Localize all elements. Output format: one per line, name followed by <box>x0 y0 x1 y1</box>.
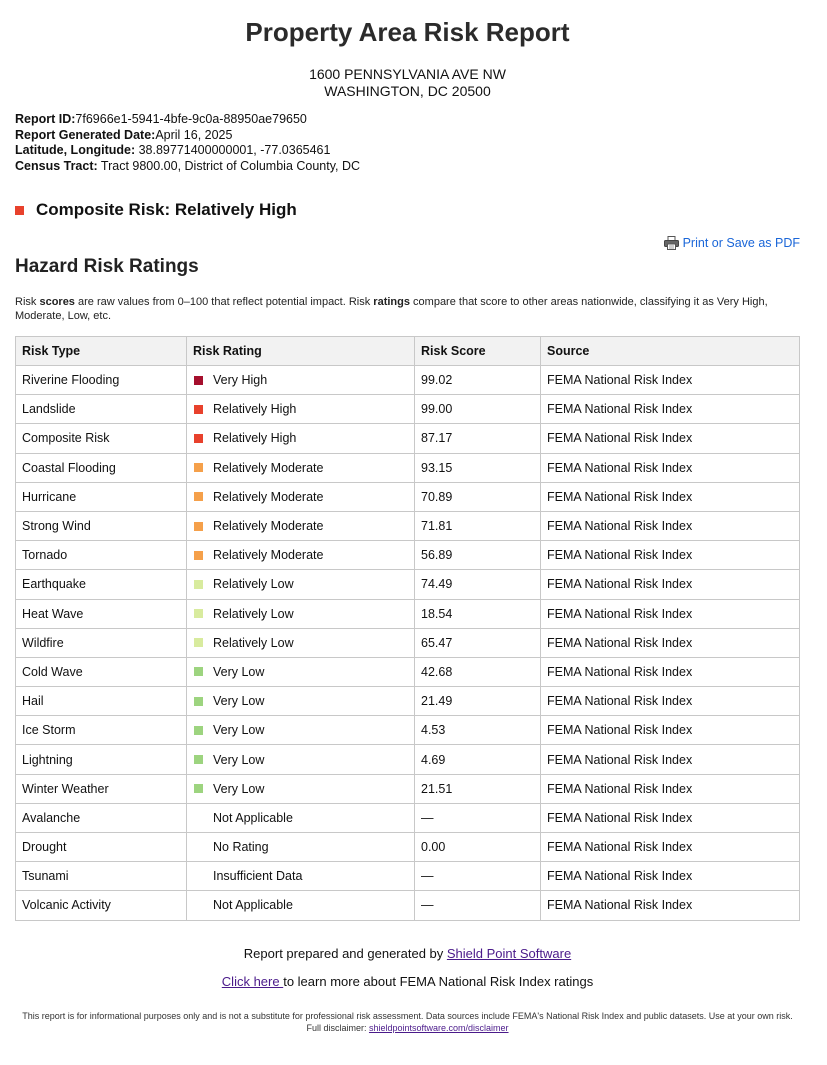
risk-rating-cell <box>187 862 415 891</box>
rating-label: Relatively High <box>213 402 297 417</box>
risk-rating-cell <box>187 774 415 803</box>
risk-score-cell: 65.47 <box>415 628 541 657</box>
risk-score-cell: — <box>415 862 541 891</box>
printer-icon <box>664 236 679 250</box>
table-row <box>16 570 800 599</box>
table-row <box>16 541 800 570</box>
print-label: Print or Save as PDF <box>682 236 800 250</box>
source-cell: FEMA National Risk Index <box>541 745 800 774</box>
rating-color-swatch <box>194 522 203 531</box>
header-risk-rating: Risk Rating <box>187 337 415 366</box>
rating-label: Very Low <box>213 664 265 679</box>
rating-color-swatch <box>194 376 203 385</box>
rating-color-swatch <box>194 551 203 560</box>
table-row <box>16 891 800 920</box>
risk-rating-wrap <box>193 811 408 825</box>
latlon-row <box>15 143 360 159</box>
rating-color-swatch <box>194 813 203 822</box>
rating-label: Relatively Low <box>213 635 294 650</box>
source-cell: FEMA National Risk Index <box>541 891 800 920</box>
source-cell: FEMA National Risk Index <box>541 657 800 686</box>
report-date-value: April 16, 2025 <box>155 127 233 142</box>
risk-rating-cell <box>187 628 415 657</box>
header-source: Source <box>541 337 800 366</box>
table-row <box>16 453 800 482</box>
rating-color-swatch <box>194 726 203 735</box>
risk-rating-wrap <box>193 548 408 562</box>
risk-rating-wrap <box>193 753 408 767</box>
disclaimer-link[interactable]: shieldpointsoftware.com/disclaimer <box>368 1023 509 1033</box>
source-cell: FEMA National Risk Index <box>541 482 800 511</box>
rating-label: Relatively Moderate <box>213 489 324 504</box>
risk-type-cell: Cold Wave <box>16 657 187 686</box>
risk-type-cell: Strong Wind <box>16 511 187 540</box>
risk-rating-wrap <box>193 577 408 591</box>
risk-score-cell: 18.54 <box>415 599 541 628</box>
risk-type-cell: Coastal Flooding <box>16 453 187 482</box>
source-cell: FEMA National Risk Index <box>541 628 800 657</box>
rating-label: Very Low <box>213 752 265 767</box>
desc-part-1: Risk <box>15 296 40 308</box>
risk-table <box>15 336 800 921</box>
risk-table-body <box>16 366 800 921</box>
source-cell: FEMA National Risk Index <box>541 453 800 482</box>
header-risk-score: Risk Score <box>415 337 541 366</box>
report-id-value: 7f6966e1-5941-4bfe-9c0a-88950ae79650 <box>75 112 307 126</box>
risk-rating-cell <box>187 541 415 570</box>
desc-bold-scores: scores <box>39 296 75 308</box>
risk-rating-cell <box>187 570 415 599</box>
disclaimer <box>15 1010 800 1034</box>
desc-bold-ratings: ratings <box>373 296 410 308</box>
risk-rating-cell <box>187 745 415 774</box>
risk-rating-cell <box>187 833 415 862</box>
risk-rating-wrap <box>193 402 408 416</box>
desc-part-2: are raw values from 0–100 that reflect potential impact. Risk <box>74 296 374 308</box>
risk-rating-wrap <box>193 665 408 679</box>
risk-rating-wrap <box>193 840 408 854</box>
rating-color-swatch <box>194 784 203 793</box>
risk-rating-wrap <box>193 723 408 737</box>
rating-label: Relatively High <box>213 431 297 446</box>
risk-type-cell: Drought <box>16 833 187 862</box>
rating-color-swatch <box>194 667 203 676</box>
rating-label: Insufficient Data <box>213 869 303 884</box>
risk-rating-cell <box>187 395 415 424</box>
risk-rating-wrap <box>193 782 408 796</box>
composite-risk-heading <box>15 200 297 220</box>
risk-rating-cell <box>187 424 415 453</box>
risk-rating-cell <box>187 453 415 482</box>
composite-risk-label: Composite Risk: Relatively High <box>36 200 297 219</box>
risk-type-cell: Lightning <box>16 745 187 774</box>
rating-label: Relatively Moderate <box>213 460 324 475</box>
rating-label: Relatively Low <box>213 577 294 592</box>
composite-risk-swatch <box>15 206 24 215</box>
prepared-text: Report prepared and generated by <box>243 946 447 961</box>
table-row <box>16 833 800 862</box>
risk-type-cell: Hurricane <box>16 482 187 511</box>
rating-color-swatch <box>194 638 203 647</box>
source-cell: FEMA National Risk Index <box>541 862 800 891</box>
rating-label: Very Low <box>213 694 265 709</box>
latlon-label: Latitude, Longitude: <box>15 143 136 157</box>
risk-type-cell: Earthquake <box>16 570 187 599</box>
risk-score-cell: 4.53 <box>415 716 541 745</box>
report-date-label: Report Generated Date: <box>15 127 156 142</box>
rating-label: Not Applicable <box>213 898 293 913</box>
rating-label: Relatively Moderate <box>213 548 324 563</box>
property-address <box>0 66 815 100</box>
table-row <box>16 424 800 453</box>
report-title: Property Area Risk Report <box>245 17 570 47</box>
address-line-1: 1600 PENNSYLVANIA AVE NW <box>309 66 506 82</box>
prepared-by <box>0 946 815 961</box>
table-row <box>16 395 800 424</box>
latlon-value: 38.89771400000001, -77.0365461 <box>135 143 331 157</box>
risk-rating-wrap <box>193 461 408 475</box>
rating-color-swatch <box>194 434 203 443</box>
rating-label: Very High <box>213 373 268 388</box>
risk-score-cell: 21.51 <box>415 774 541 803</box>
risk-rating-cell <box>187 687 415 716</box>
print-save-pdf-link[interactable] <box>664 236 800 250</box>
table-row <box>16 716 800 745</box>
source-cell: FEMA National Risk Index <box>541 395 800 424</box>
report-id-label: Report ID: <box>15 112 76 126</box>
table-row <box>16 862 800 891</box>
report-id-row <box>15 112 360 128</box>
risk-score-cell: — <box>415 891 541 920</box>
risk-rating-wrap <box>193 431 408 445</box>
risk-score-cell: 99.00 <box>415 395 541 424</box>
risk-score-cell: 4.69 <box>415 745 541 774</box>
address-line-2: WASHINGTON, DC 20500 <box>324 83 491 99</box>
table-row <box>16 687 800 716</box>
risk-score-cell: 56.89 <box>415 541 541 570</box>
risk-score-cell: 42.68 <box>415 657 541 686</box>
rating-label: No Rating <box>213 840 269 855</box>
risk-score-cell: 71.81 <box>415 511 541 540</box>
table-header-row <box>16 337 800 366</box>
risk-score-cell: 87.17 <box>415 424 541 453</box>
risk-rating-cell <box>187 657 415 686</box>
rating-label: Relatively Low <box>213 606 294 621</box>
section-title: Hazard Risk Ratings <box>15 256 199 277</box>
shield-point-link[interactable]: Shield Point Software <box>446 946 572 961</box>
source-cell: FEMA National Risk Index <box>541 716 800 745</box>
risk-rating-wrap <box>193 636 408 650</box>
risk-type-cell: Heat Wave <box>16 599 187 628</box>
rating-color-swatch <box>194 901 203 910</box>
risk-rating-wrap <box>193 373 408 387</box>
risk-rating-cell <box>187 482 415 511</box>
risk-rating-wrap <box>193 607 408 621</box>
risk-rating-wrap <box>193 869 408 883</box>
risk-rating-wrap <box>193 694 408 708</box>
source-cell: FEMA National Risk Index <box>541 570 800 599</box>
risk-rating-cell <box>187 511 415 540</box>
rating-color-swatch <box>194 843 203 852</box>
risk-type-cell: Landslide <box>16 395 187 424</box>
rating-color-swatch <box>194 405 203 414</box>
ratings-description <box>15 295 785 323</box>
click-here-link[interactable]: Click here <box>221 974 284 989</box>
risk-type-cell: Wildfire <box>16 628 187 657</box>
header-risk-type: Risk Type <box>16 337 187 366</box>
table-row <box>16 511 800 540</box>
risk-rating-cell <box>187 366 415 395</box>
risk-type-cell: Winter Weather <box>16 774 187 803</box>
risk-score-cell: 93.15 <box>415 453 541 482</box>
report-meta <box>15 112 360 174</box>
risk-score-cell: 0.00 <box>415 833 541 862</box>
learn-more <box>0 974 815 989</box>
risk-type-cell: Ice Storm <box>16 716 187 745</box>
risk-rating-cell <box>187 803 415 832</box>
risk-type-cell: Tornado <box>16 541 187 570</box>
risk-rating-wrap <box>193 898 408 912</box>
risk-rating-cell <box>187 599 415 628</box>
risk-type-cell: Volcanic Activity <box>16 891 187 920</box>
risk-score-cell: — <box>415 803 541 832</box>
table-row <box>16 657 800 686</box>
risk-type-cell: Avalanche <box>16 803 187 832</box>
table-row <box>16 366 800 395</box>
risk-score-cell: 74.49 <box>415 570 541 599</box>
table-row <box>16 774 800 803</box>
rating-label: Very Low <box>213 781 265 796</box>
rating-color-swatch <box>194 492 203 501</box>
census-tract-label: Census Tract: <box>15 158 98 173</box>
source-cell: FEMA National Risk Index <box>541 541 800 570</box>
rating-label: Not Applicable <box>213 810 293 825</box>
risk-score-cell: 70.89 <box>415 482 541 511</box>
source-cell: FEMA National Risk Index <box>541 774 800 803</box>
risk-type-cell: Riverine Flooding <box>16 366 187 395</box>
census-tract-value: Tract 9800.00, District of Columbia County, DC <box>97 158 361 173</box>
rating-color-swatch <box>194 872 203 881</box>
source-cell: FEMA National Risk Index <box>541 803 800 832</box>
rating-color-swatch <box>194 609 203 618</box>
desc-part-3: compare that score to other areas nationwide, classifying it as Very High, Moderate, Low, etc. <box>15 296 768 322</box>
rating-label: Relatively Moderate <box>213 519 324 534</box>
table-row <box>16 628 800 657</box>
table-row <box>16 482 800 511</box>
rating-color-swatch <box>194 697 203 706</box>
risk-rating-cell <box>187 716 415 745</box>
source-cell: FEMA National Risk Index <box>541 833 800 862</box>
rating-label: Very Low <box>213 723 265 738</box>
risk-type-cell: Hail <box>16 687 187 716</box>
rating-color-swatch <box>194 463 203 472</box>
risk-score-cell: 21.49 <box>415 687 541 716</box>
disclaimer-text: This report is for informational purposes only and is not a substitute for professional risk assessment. Data sources include FEMA's National Risk Index and public datasets. Use at your own risk. Full disclaimer: <box>22 1011 793 1033</box>
table-row <box>16 803 800 832</box>
risk-type-cell: Composite Risk <box>16 424 187 453</box>
risk-rating-wrap <box>193 490 408 504</box>
source-cell: FEMA National Risk Index <box>541 424 800 453</box>
risk-rating-wrap <box>193 519 408 533</box>
source-cell: FEMA National Risk Index <box>541 366 800 395</box>
risk-score-cell: 99.02 <box>415 366 541 395</box>
source-cell: FEMA National Risk Index <box>541 511 800 540</box>
census-tract-row <box>15 159 360 175</box>
risk-type-cell: Tsunami <box>16 862 187 891</box>
table-row <box>16 745 800 774</box>
learn-more-text: to learn more about FEMA National Risk Index ratings <box>283 974 594 989</box>
report-date-row <box>15 128 360 144</box>
source-cell: FEMA National Risk Index <box>541 687 800 716</box>
rating-color-swatch <box>194 755 203 764</box>
table-row <box>16 599 800 628</box>
risk-rating-cell <box>187 891 415 920</box>
rating-color-swatch <box>194 580 203 589</box>
source-cell: FEMA National Risk Index <box>541 599 800 628</box>
